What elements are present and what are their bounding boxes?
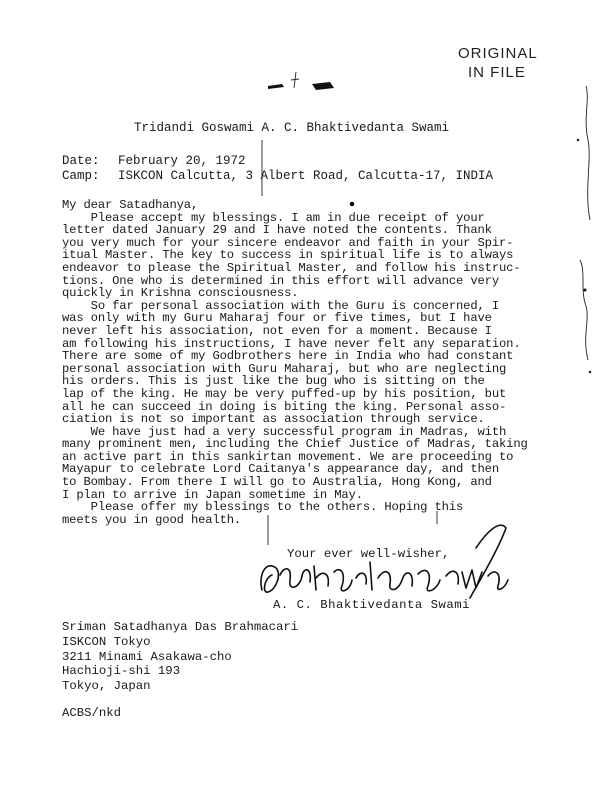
original-in-file-stamp [458,44,538,82]
stamp-line-2: IN FILE [468,64,526,81]
stamp-line-1: ORIGINAL [458,45,538,62]
date-line [62,154,246,168]
date-label: Date: [62,154,100,168]
reference-initials: ACBS/nkd [62,706,122,720]
closing-salutation: Your ever well-wisher, [287,547,450,561]
recipient-address: Sriman Satadhanya Das Brahmacari ISKCON Tokyo 3211 Minami Asakawa-cho Hachioji-shi 193 Tokyo, Japan [62,620,299,694]
date-value: February 20, 1972 [118,154,246,168]
camp-label: Camp: [62,169,100,183]
camp-line [62,169,493,183]
camp-value: ISKCON Calcutta, 3 Albert Road, Calcutta-17, INDIA [118,169,494,183]
letterhead-author: Tridandi Goswami A. C. Bhaktivedanta Swami [134,121,450,135]
letter-body: My dear Satadhanya, Please accept my blessings. I am in due receipt of your letter dated January 29 and I have noted the contents. Thank you very much for your sincere endeavor and faith in your Spir- itual Master. The key to success in spiritual life is to always endeavor to please the Spiritual Master, and follow his instruc- tions. One who is determined in this effort will advance very quickly in Krishna consciousness. So far personal association with the Guru is concerned, I was only with my Guru Maharaj four or five times, but I have never left his association, not even for a moment. Because I am following his instructions, I have never felt any separation. There are some of my Godbrothers here in India who had constant personal association with Guru Maharaj, but who are neglecting his orders. This is just like the bug who is sitting on the lap of the king. He may be very puffed-up by his position, but all he can succeed in doing is biting the king. Personal asso- ciation is not so important as association through service. We have just had a very successful program in Madras, with many prominent men, including the Chief Justice of Madras, taking an active part in this sankirtan movement. We are proceeding to Mayapur to celebrate Lord Caitanya's appearance day, and then to Bombay. From there I will go to Australia, Hong Kong, and I plan to arrive in Japan sometime in May. Please offer my blessings to the others. Hoping this meets you in good health. [62,198,528,527]
signature-typed-name: A. C. Bhaktivedanta Swami [273,598,470,612]
